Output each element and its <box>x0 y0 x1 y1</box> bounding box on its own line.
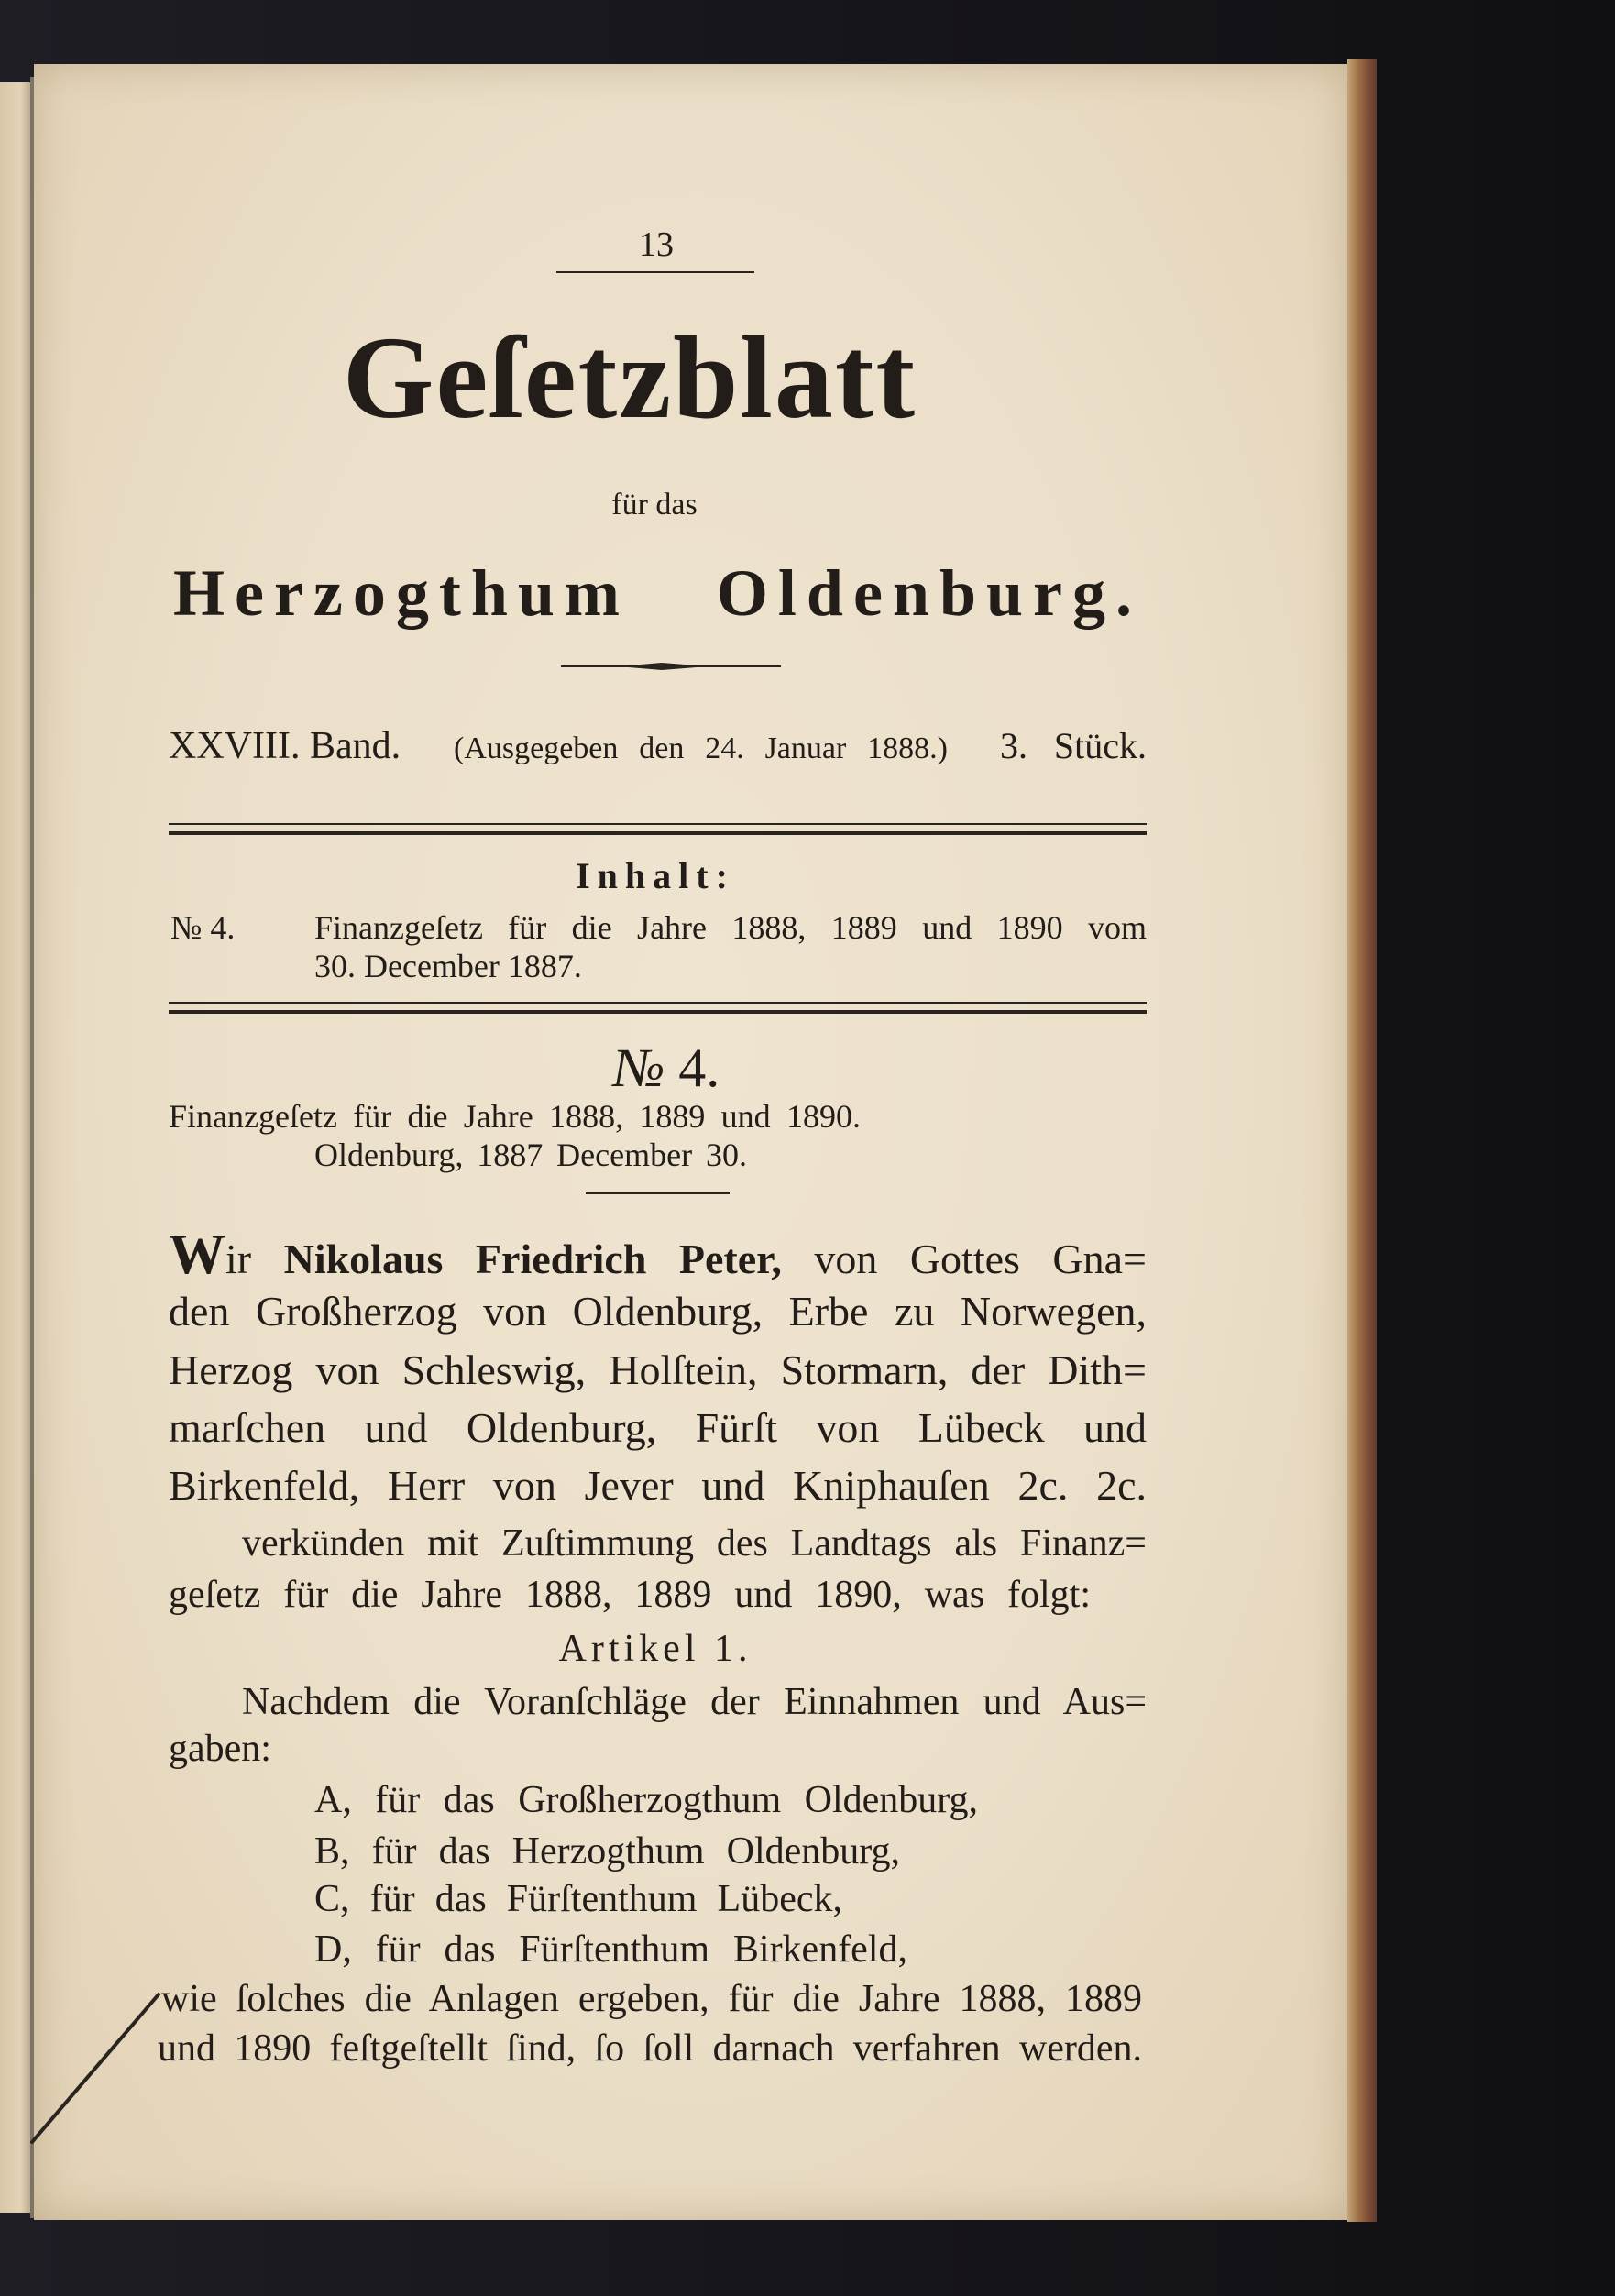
preamble-text: ir <box>225 1236 284 1282</box>
preamble-text: von Gottes Gna= <box>781 1236 1147 1282</box>
article-text-line: und 1890 feſtgeſtellt ſind, ſo ſoll darnach verfahren werden. <box>158 2027 1142 2070</box>
article-list-item: C, für das Fürſtenthum Lübeck, <box>314 1878 842 1920</box>
preamble-line: den Großherzog von Oldenburg, Erbe zu Norwegen, <box>169 1288 1147 1335</box>
page-number-rule <box>556 271 754 273</box>
law-title: Finanzgeſetz für die Jahre 1888, 1889 und 1890. <box>169 1098 861 1135</box>
section-rule <box>586 1192 730 1194</box>
preamble-line: marſchen und Oldenburg, Fürſt von Lübeck und <box>169 1404 1147 1451</box>
issue-date: (Ausgegeben den 24. Januar 1888.) <box>454 731 948 765</box>
sovereign-name: Nikolaus Friedrich Peter, <box>283 1236 782 1282</box>
page-number: 13 <box>639 225 674 264</box>
double-rule-thin <box>169 823 1147 825</box>
contents-entry-line: 30. December 1887. <box>314 948 582 984</box>
enactment-line: geſetz für die Jahre 1888, 1889 und 1890, was folgt: <box>169 1574 1091 1616</box>
article-list-item: D, für das Fürſtenthum Birkenfeld, <box>314 1928 907 1971</box>
article-list-item: A, für das Großherzogthum Oldenburg, <box>314 1779 978 1821</box>
article-list-item: B, für das Herzogthum Oldenburg, <box>314 1830 900 1873</box>
double-rule-thick <box>169 1010 1147 1014</box>
double-rule-thin <box>169 1002 1147 1004</box>
preamble-line <box>169 1224 1147 1286</box>
enactment-line: verkünden mit Zuſtimmung des Landtags als Finanz= <box>242 1522 1147 1565</box>
law-number-value: 4. <box>665 1038 720 1098</box>
preamble-line: Birkenfeld, Herr von Jever und Kniphauſen 2c. 2c. <box>169 1462 1147 1509</box>
article-text-line: Nachdem die Voranſchläge der Einnahmen und Aus= <box>242 1681 1147 1723</box>
handwritten-pen-stroke <box>0 1971 183 2163</box>
double-rule-thick <box>169 831 1147 835</box>
law-number <box>556 1038 776 1098</box>
drop-initial: W <box>169 1224 225 1286</box>
masthead-title: Geſetzblatt <box>342 313 917 443</box>
contents-heading: Inhalt: <box>576 855 735 896</box>
contents-entry-number: № 4. <box>170 909 236 946</box>
issue-part: 3. Stück. <box>1000 725 1147 766</box>
ornamental-rule <box>561 658 781 675</box>
contents-entry-line: Finanzgeſetz für die Jahre 1888, 1889 und 1890 vom <box>314 909 1147 946</box>
volume-label: XXVIII. Band. <box>169 725 401 767</box>
preamble-line: Herzog von Schleswig, Holſtein, Stormarn, der Dith= <box>169 1346 1147 1393</box>
masthead-territory: Herzogthum Oldenburg. <box>173 556 1142 630</box>
article-heading: Artikel 1. <box>558 1628 753 1670</box>
article-text-line: gaben: <box>169 1728 271 1770</box>
ornament-swell <box>618 663 708 670</box>
pen-line <box>32 1994 159 2142</box>
law-dateline: Oldenburg, 1887 December 30. <box>314 1137 747 1173</box>
article-text-line: wie ſolches die Anlagen ergeben, für die Jahre 1888, 1889 <box>161 1978 1142 2020</box>
masthead-subtitle: für das <box>611 488 698 522</box>
numero-sign: № <box>612 1038 665 1098</box>
